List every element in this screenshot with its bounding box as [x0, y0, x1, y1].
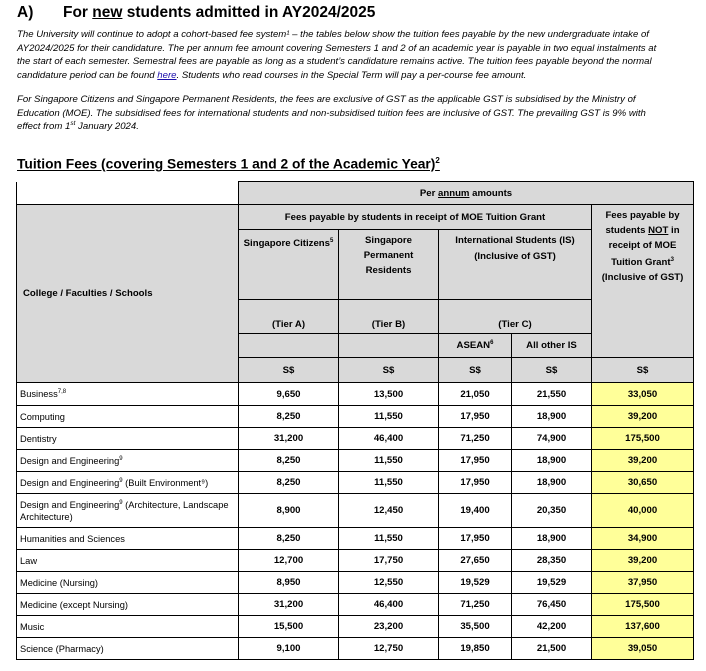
row-extra: (Built Environment⁹): [122, 478, 209, 489]
non-moe-fee: 39,200: [592, 450, 694, 472]
row-label: [17, 450, 239, 472]
asean-fee: 71,250: [439, 594, 512, 616]
row-label: [17, 594, 239, 616]
non-moe-fee: 39,200: [592, 406, 694, 428]
pr-fee: 11,550: [339, 450, 439, 472]
non-moe-fee: 137,600: [592, 616, 694, 638]
sc-fee: 31,200: [239, 594, 339, 616]
other-is-fee: 21,500: [512, 638, 592, 660]
currency-nonmoe: S$: [592, 358, 694, 383]
pr-fee: 11,550: [339, 528, 439, 550]
sc-fee: 8,250: [239, 406, 339, 428]
section-label: A): [17, 4, 34, 21]
other-is-fee: 42,200: [512, 616, 592, 638]
sc-fee: 8,900: [239, 494, 339, 528]
pr-fee: 12,750: [339, 638, 439, 660]
currency-asean: S$: [439, 358, 512, 383]
currency-other: S$: [512, 358, 592, 383]
other-is-fee: 74,900: [512, 428, 592, 450]
other-is-fee: 18,900: [512, 406, 592, 428]
gst-date-sup: st: [70, 119, 76, 127]
non-moe-fee: 30,650: [592, 472, 694, 494]
sc-fee: 31,200: [239, 428, 339, 450]
row-name: Business: [20, 389, 58, 400]
row-label: [17, 472, 239, 494]
non-moe-fee: 39,050: [592, 638, 694, 660]
fees-body: [17, 383, 694, 660]
row-name: Dentistry: [20, 434, 57, 445]
row-name: Science (Pharmacy): [20, 644, 104, 655]
other-is-fee: 18,900: [512, 450, 592, 472]
gst-text-end: January 2024.: [75, 121, 139, 132]
row-label: [17, 406, 239, 428]
table-row: [17, 406, 694, 428]
sc-fee: 8,950: [239, 572, 339, 594]
corner-spacer: [17, 182, 239, 205]
row-name: Design and Engineering: [20, 456, 120, 467]
table-row: [17, 494, 694, 528]
other-is-fee: 76,450: [512, 594, 592, 616]
section-title-post: students admitted in AY2024/2025: [122, 4, 376, 21]
currency-sc: S$: [239, 358, 339, 383]
asean-fee: 19,400: [439, 494, 512, 528]
sc-fee: 8,250: [239, 528, 339, 550]
table-row: [17, 572, 694, 594]
other-is-fee: 19,529: [512, 572, 592, 594]
asean-fee: 19,529: [439, 572, 512, 594]
asean-header: ASEAN$^6$: [439, 334, 512, 358]
gst-paragraph: [17, 93, 661, 134]
table-row: [17, 472, 694, 494]
gst-text: For Singapore Citizens and Singapore Permanent Residents, the fees are exclusive of GST as the applicable GST is subsidised by the Ministry of Education (MOE). The subsidised fees for international students and non-subsidised tuition fees are inclusive of GST. The prevailing GST is 9% with effect from 1: [17, 94, 646, 132]
row-name: Computing: [20, 412, 65, 423]
table-title-note: 2: [435, 156, 440, 165]
non-moe-fee: 175,500: [592, 428, 694, 450]
row-name: Law: [20, 556, 38, 567]
table-row: [17, 528, 694, 550]
per-annum-header: Per annum amounts: [239, 182, 694, 205]
row-name: Design and Engineering: [20, 500, 120, 511]
tier-a-gap: [239, 334, 339, 358]
non-moe-fee: 39,200: [592, 550, 694, 572]
non-moe-fee: 37,950: [592, 572, 694, 594]
row-name: Music: [20, 622, 45, 633]
other-is-fee: 18,900: [512, 472, 592, 494]
non-moe-fee: 33,050: [592, 383, 694, 406]
pr-fee: 23,200: [339, 616, 439, 638]
table-row: [17, 550, 694, 572]
is-header: International Students (IS) (Inclusive of GST): [439, 230, 592, 300]
pr-fee: 13,500: [339, 383, 439, 406]
asean-fee: 19,850: [439, 638, 512, 660]
college-header: College / Faculties / Schools: [17, 205, 239, 383]
other-is-fee: 20,350: [512, 494, 592, 528]
table-title: [17, 156, 440, 172]
sc-fee: 9,650: [239, 383, 339, 406]
row-label: [17, 528, 239, 550]
pr-fee: 12,550: [339, 572, 439, 594]
asean-fee: 35,500: [439, 616, 512, 638]
row-label: [17, 572, 239, 594]
pr-fee: 11,550: [339, 472, 439, 494]
intro-text-end: . Students who read courses in the Special Term will pay a per-course fee amount.: [176, 69, 527, 81]
asean-fee: 27,650: [439, 550, 512, 572]
row-extra: (Architecture, Landscape Architecture): [20, 500, 229, 522]
intro-text: The University will continue to adopt a cohort-based fee system¹ – the tables below show the tuition fees payable by the new undergraduate intake of AY2024/2025 for their candidature. The per annum fee amount covering Semesters 1 and 2 of an academic year is payable in two equal instalments at the start of each semester. Semestral fees are payable as long as a student’s candidature remains active. The tuition fees payable beyond the normal candidature period can be found: [17, 29, 657, 81]
row-name: Design and Engineering: [20, 478, 120, 489]
row-name: Medicine (except Nursing): [20, 600, 128, 611]
sc-fee: 8,250: [239, 472, 339, 494]
asean-fee: 17,950: [439, 472, 512, 494]
tuition-fees-table: [16, 181, 694, 660]
table-row: [17, 428, 694, 450]
asean-fee: 17,950: [439, 406, 512, 428]
other-is-header: All other IS: [512, 334, 592, 358]
non-moe-fee: 34,900: [592, 528, 694, 550]
asean-fee: 17,950: [439, 450, 512, 472]
pr-header: Singapore Permanent Residents: [339, 230, 439, 300]
currency-pr: S$: [339, 358, 439, 383]
pr-fee: 11,550: [339, 406, 439, 428]
tier-b-label: (Tier B): [339, 300, 439, 334]
here-link[interactable]: here: [157, 69, 177, 81]
pr-fee: 12,450: [339, 494, 439, 528]
tier-a-label: (Tier A): [239, 300, 339, 334]
section-heading: [17, 4, 375, 22]
row-label: [17, 550, 239, 572]
section-title-underlined: new: [92, 4, 123, 21]
row-label: [17, 494, 239, 528]
moe-grant-header: Fees payable by students in receipt of MOE Tuition Grant: [239, 205, 592, 230]
row-name: Humanities and Sciences: [20, 534, 125, 545]
row-label: [17, 383, 239, 406]
tier-c-label: (Tier C): [439, 300, 592, 334]
sc-header: Singapore Citizens$^5$: [239, 230, 339, 300]
row-label: [17, 638, 239, 660]
other-is-fee: 21,550: [512, 383, 592, 406]
non-moe-header: Fees payable by students NOT in receipt of MOE Tuition Grant$^3$ (Inclusive of GST): [592, 205, 694, 358]
pr-fee: 17,750: [339, 550, 439, 572]
other-is-fee: 18,900: [512, 528, 592, 550]
other-is-fee: 28,350: [512, 550, 592, 572]
row-note: 9: [119, 455, 123, 462]
table-row: [17, 638, 694, 660]
table-row: [17, 616, 694, 638]
pr-fee: 46,400: [339, 594, 439, 616]
table-row: [17, 594, 694, 616]
asean-fee: 71,250: [439, 428, 512, 450]
sc-fee: 8,250: [239, 450, 339, 472]
sc-fee: 9,100: [239, 638, 339, 660]
table-row: [17, 450, 694, 472]
non-moe-fee: 175,500: [592, 594, 694, 616]
tier-b-gap: [339, 334, 439, 358]
asean-fee: 21,050: [439, 383, 512, 406]
row-note: 9: [119, 477, 123, 484]
row-name: Medicine (Nursing): [20, 578, 99, 589]
row-note: 7,8: [57, 389, 67, 396]
sc-fee: 15,500: [239, 616, 339, 638]
sc-fee: 12,700: [239, 550, 339, 572]
row-label: [17, 428, 239, 450]
table-title-text: Tuition Fees (covering Semesters 1 and 2 of the Academic Year): [17, 156, 436, 172]
section-title-pre: For: [63, 4, 93, 21]
asean-fee: 17,950: [439, 528, 512, 550]
row-note: 9: [119, 500, 123, 507]
row-label: [17, 616, 239, 638]
table-row: [17, 383, 694, 406]
non-moe-fee: 40,000: [592, 494, 694, 528]
pr-fee: 46,400: [339, 428, 439, 450]
intro-paragraph: [17, 28, 661, 82]
